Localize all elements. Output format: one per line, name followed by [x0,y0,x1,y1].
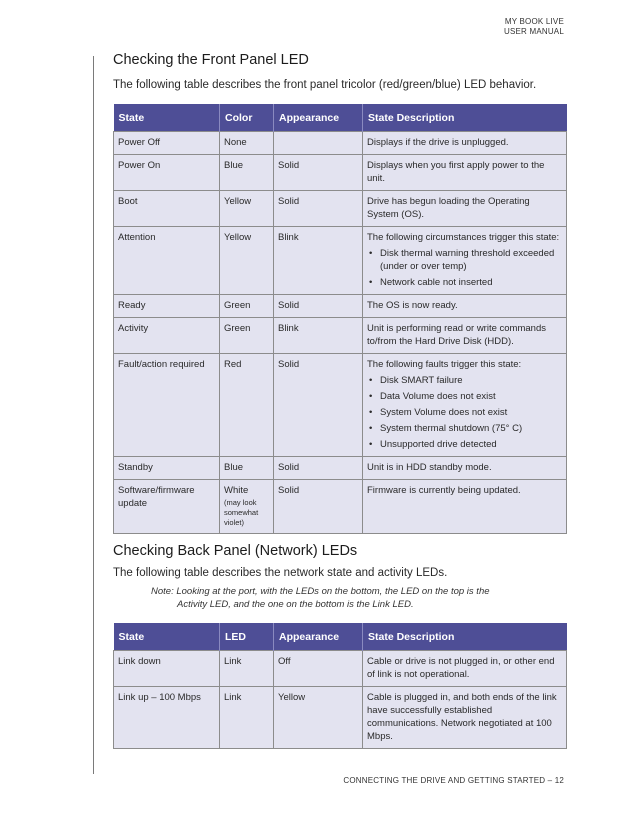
note-line-1: Note: Looking at the port, with the LEDs on the bottom, the LED on the top is the [151,586,490,597]
table-row [114,318,567,354]
color-cell [220,480,274,534]
column-header: State Description [363,623,567,651]
state-cell: Fault/action required [114,354,220,457]
description-cell: Unit is performing read or write commands to/from the Hard Drive Disk (HDD). [363,318,567,354]
description-cell: Cable is plugged in, and both ends of the link have successfully established communications. Network negotiated at 100 Mbps. [363,687,567,749]
bullet-item: • Disk thermal warning threshold exceeded (under or over temp) [367,247,562,273]
appearance-cell: Yellow [274,687,363,749]
color-cell: None [220,132,274,155]
state-cell: Standby [114,457,220,480]
color-cell: Green [220,318,274,354]
state-cell: Ready [114,295,220,318]
appearance-cell: Solid [274,457,363,480]
bullet-list [367,247,562,289]
front-led-table [113,104,567,534]
table-header-row [114,104,567,132]
state-cell: Link down [114,651,220,687]
table-row [114,295,567,318]
front-panel-intro: The following table describes the front panel tricolor (red/green/blue) LED behavior. [113,79,537,91]
state-cell: Link up – 100 Mbps [114,687,220,749]
state-cell: Activity [114,318,220,354]
table-row [114,457,567,480]
state-cell: Attention [114,227,220,295]
description-cell: Drive has begun loading the Operating System (OS). [363,191,567,227]
description-text: The following faults trigger this state: [367,359,522,370]
note [151,585,490,611]
appearance-cell: Blink [274,227,363,295]
column-header: Appearance [274,104,363,132]
network-led-table [113,623,567,749]
appearance-cell: Off [274,651,363,687]
note-line-2: Activity LED, and the one on the bottom is the Link LED. [177,599,414,610]
table-row [114,354,567,457]
description-cell [363,227,567,295]
appearance-cell [274,132,363,155]
table-row [114,687,567,749]
appearance-cell: Solid [274,354,363,457]
color-cell: Blue [220,457,274,480]
state-cell: Power On [114,155,220,191]
color-text: White [224,485,249,496]
description-cell: Displays if the drive is unplugged. [363,132,567,155]
color-cell: Yellow [220,227,274,295]
led-cell: Link [220,651,274,687]
color-cell: Blue [220,155,274,191]
table-row [114,480,567,534]
page-footer: CONNECTING THE DRIVE AND GETTING STARTED – 12 [343,776,564,785]
description-cell: Cable or drive is not plugged in, or other end of link is not operational. [363,651,567,687]
description-text: The following circumstances trigger this state: [367,232,560,243]
column-header: State Description [363,104,567,132]
description-cell [363,354,567,457]
margin-rule [93,56,94,774]
table-row [114,191,567,227]
appearance-cell: Solid [274,191,363,227]
table-row [114,651,567,687]
table-header-row [114,623,567,651]
header-product: MY BOOK LIVE [504,17,564,26]
back-panel-title: Checking Back Panel (Network) LEDs [113,543,358,559]
state-cell: Power Off [114,132,220,155]
column-header: Appearance [274,623,363,651]
led-cell: Link [220,687,274,749]
table-row [114,227,567,295]
state-cell: Boot [114,191,220,227]
bullet-item: • Network cable not inserted [367,276,562,289]
appearance-cell: Solid [274,155,363,191]
page-header [504,17,564,37]
appearance-cell: Solid [274,480,363,534]
bullet-item: • Disk SMART failure [367,374,562,387]
color-cell: Yellow [220,191,274,227]
back-panel-intro: The following table describes the network state and activity LEDs. [113,567,448,579]
description-cell: Unit is in HDD standby mode. [363,457,567,480]
bullet-item: • System thermal shutdown (75° C) [367,422,562,435]
description-cell: The OS is now ready. [363,295,567,318]
table-row [114,155,567,191]
color-note: (may look somewhat violet) [224,498,259,527]
header-manual: USER MANUAL [504,27,564,36]
state-cell: Software/firmware update [114,480,220,534]
color-cell: Red [220,354,274,457]
bullet-item: • Data Volume does not exist [367,390,562,403]
table-row [114,132,567,155]
description-cell: Firmware is currently being updated. [363,480,567,534]
front-panel-title: Checking the Front Panel LED [113,52,309,68]
bullet-list [367,374,562,451]
appearance-cell: Solid [274,295,363,318]
bullet-item: • Unsupported drive detected [367,438,562,451]
column-header: Color [220,104,274,132]
description-cell: Displays when you first apply power to the unit. [363,155,567,191]
column-header: State [114,104,220,132]
appearance-cell: Blink [274,318,363,354]
color-cell: Green [220,295,274,318]
bullet-item: • System Volume does not exist [367,406,562,419]
column-header: State [114,623,220,651]
column-header: LED [220,623,274,651]
